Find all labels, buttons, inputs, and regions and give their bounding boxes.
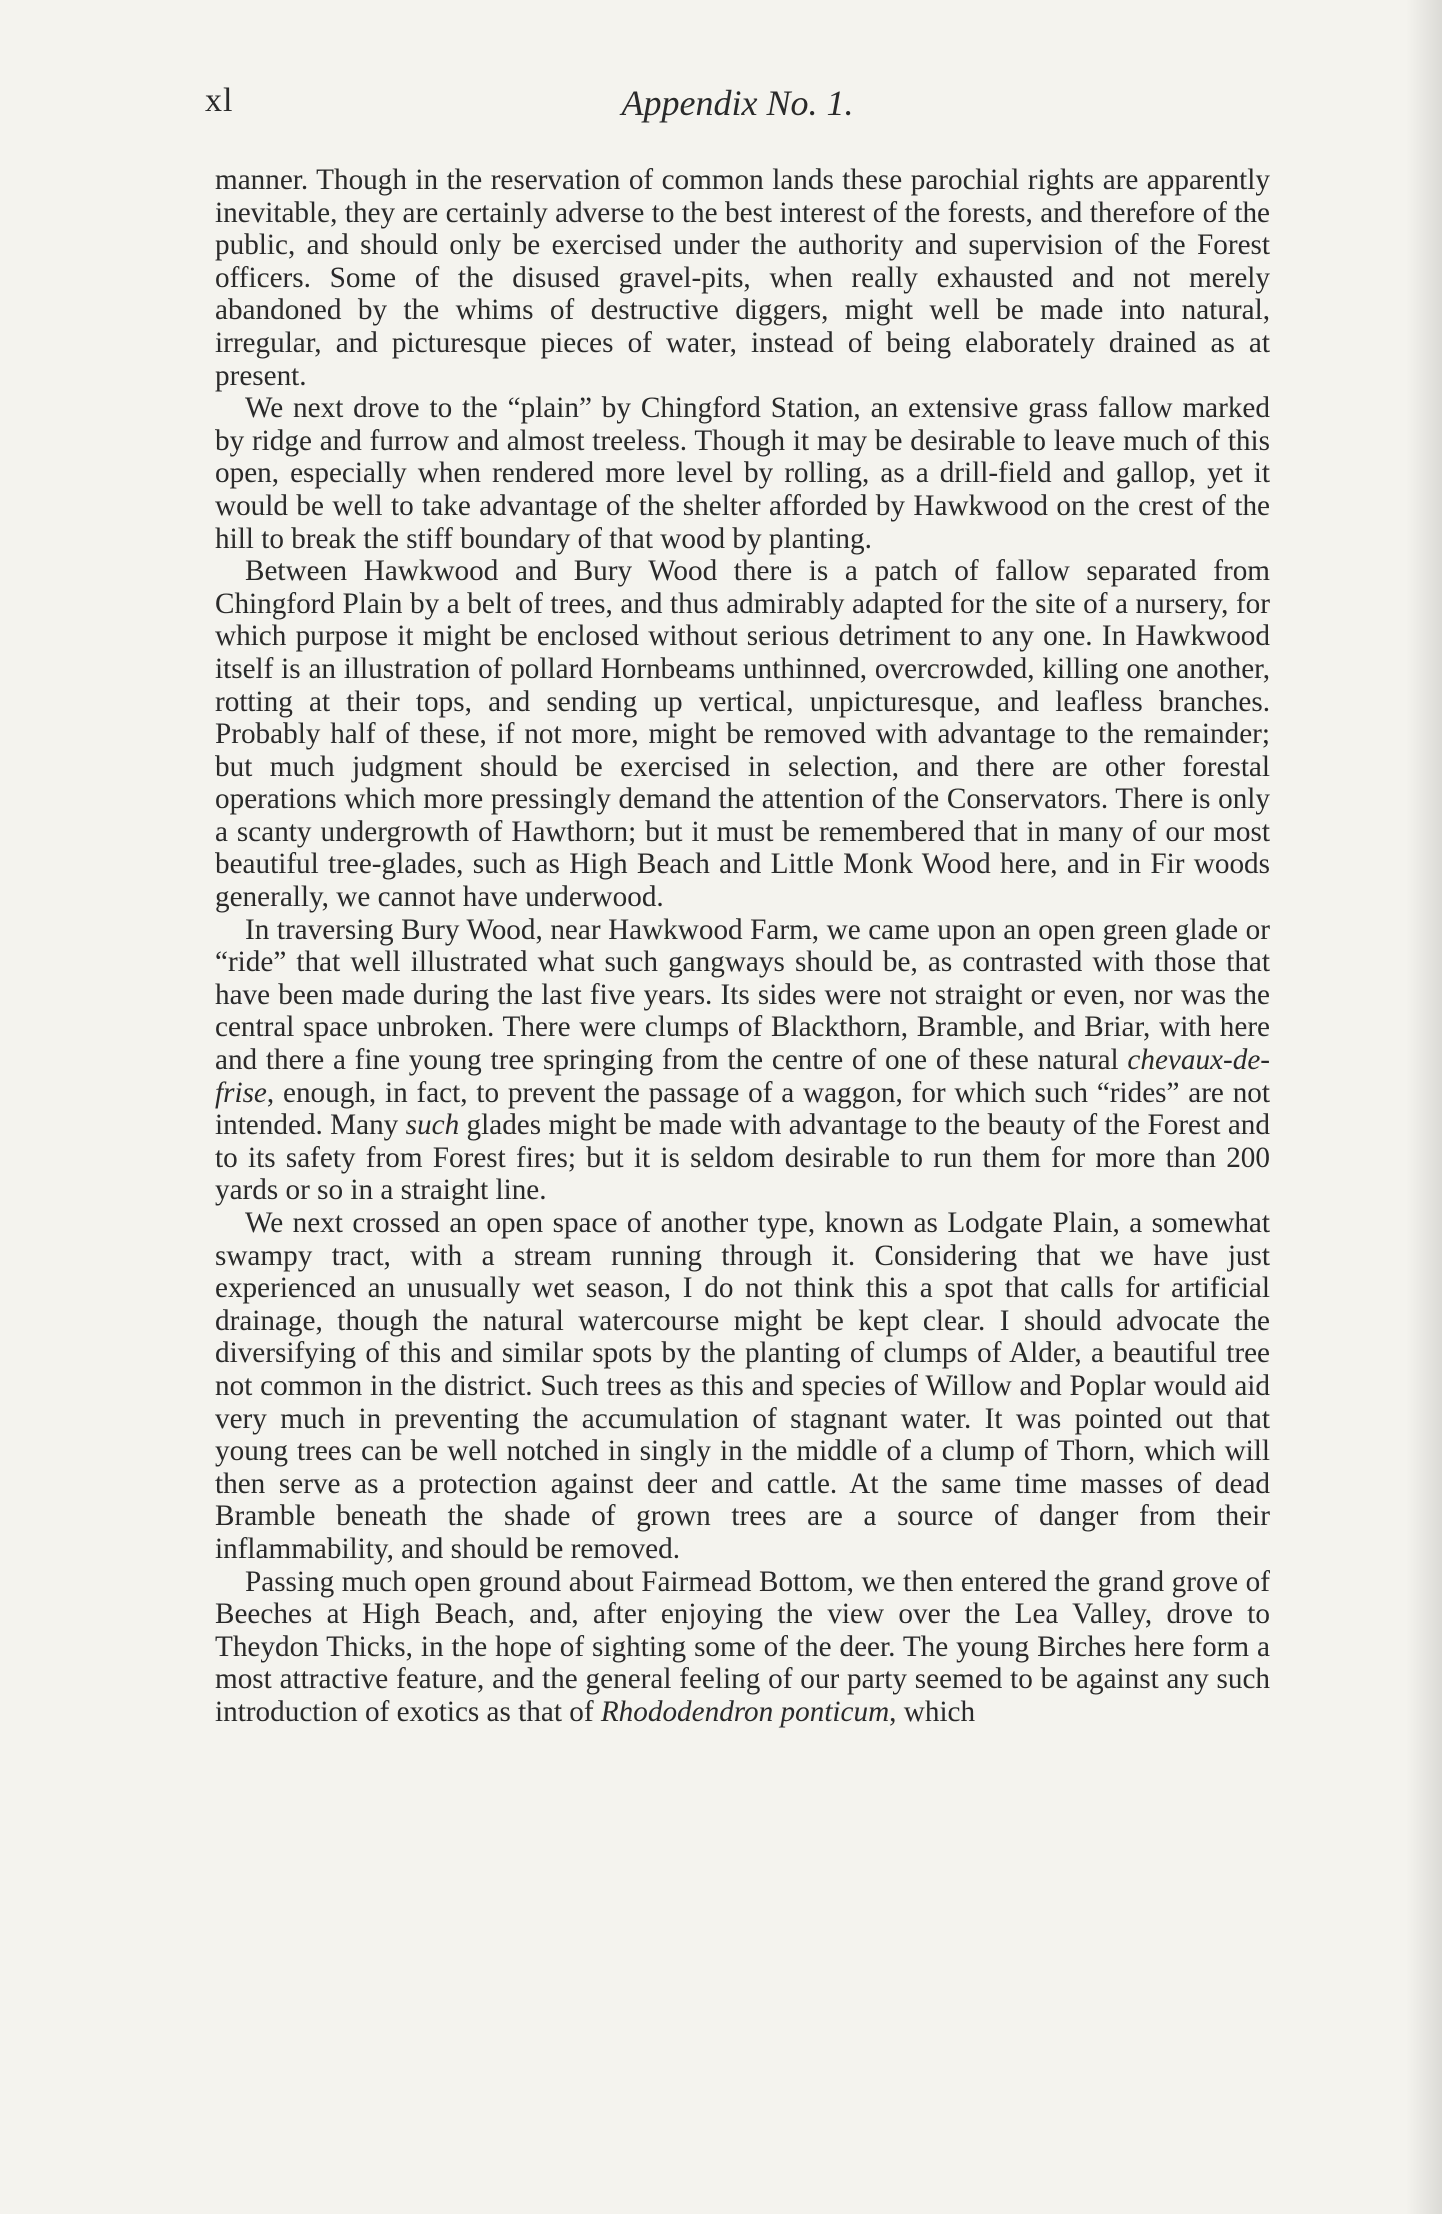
text-run: We next drove to the “plain” by Chingford Station, an extensive grass fallow marked by ridge and furrow and almost treeless. Though it may be desirable to leave much of this open, especially when rendered more level by rolling, as a drill-field and gallop, yet it would be well to take advantage of the shelter afforded by Hawkwood on the crest of the hill to break the stiff boundary of that wood by planting. — [215, 392, 1270, 555]
italic-term: chevaux-de-frise — [215, 1044, 1270, 1109]
italic-term: Rhododendron ponticum — [600, 1695, 890, 1728]
text-run: In traversing Bury Wood, near Hawkwood Farm, we came upon an open green glade or “ride” that well illustrated what such gangways should be, as contrasted with those that have been made during the last five years. Its sides were not straight or even, nor was the central space unbroken. There were clumps of Blackthorn, Bramble, and Briar, with here and there a fine young tree springing from the centre of one of these natural — [215, 913, 1270, 1077]
paragraph — [215, 1207, 1270, 1566]
running-title: Appendix No. 1. — [621, 83, 854, 123]
paragraph — [215, 914, 1270, 1207]
page-edge-shadow — [1406, 0, 1442, 2214]
text-run: We next crossed an open space of another type, known as Lodgate Plain, a somewhat swampy tract, with a stream running through it. Considering that we have just experienced an unusually wet season, I do not think this a spot that calls for artificial drainage, though the natural watercourse might be kept clear. I should advocate the diversifying of this and similar spots by the planting of clumps of Alder, a beautiful tree not common in the district. Such trees as this and species of Willow and Poplar would aid very much in preventing the accumulation of stagnant water. It was pointed out that young trees can be well notched in singly in the middle of a clump of Thorn, which will then serve as a protection against deer and cattle. At the same time masses of dead Bramble beneath the shade of grown trees are a source of danger from their inflammability, and should be removed. — [215, 1207, 1270, 1565]
paragraph — [215, 555, 1270, 914]
text-run: , which — [889, 1695, 976, 1728]
text-run: Between Hawkwood and Bury Wood there is a patch of fallow separated from Chingford Plain by a belt of trees, and thus admirably adapted for the site of a nursery, for which purpose it might be enclosed without serious detriment to any one. In Hawkwood itself is an illustration of pollard Hornbeams unthinned, overcrowded, killing one another, rotting at their tops, and sending up vertical, unpicturesque, and leafless branches. Probably half of these, if not more, might be removed with advantage to the remainder; but much judgment should be exercised in selection, and there are other forestal operations which more pressingly demand the attention of the Conservators. There is only a scanty undergrowth of Hawthorn; but it must be remembered that in many of our most beautiful tree-glades, such as High Beach and Little Monk Wood here, and in Fir woods generally, we cannot have underwood. — [215, 555, 1270, 914]
paragraph — [215, 392, 1270, 555]
text-run: , enough, in fact, to prevent the passage of a waggon, for which such “rides” are not intended. Many — [215, 1076, 1270, 1142]
paragraph — [215, 164, 1270, 392]
paragraph — [215, 1566, 1270, 1729]
page-number: xl — [205, 82, 234, 119]
italic-term: such — [405, 1109, 460, 1142]
text-run: manner. Though in the reservation of common lands these parochial rights are apparently inevitable, they are certainly adverse to the best interest of the forests, and therefore of the public, and should only be exercised under the authority and supervision of the Forest officers. Some of the disused gravel-pits, when really exhausted and not merely abandoned by the whims of destructive diggers, might well be made into natural, irregular, and picturesque pieces of water, instead of being elaborately drained as at present. — [215, 164, 1270, 392]
text-run: Passing much open ground about Fairmead Bottom, we then entered the grand grove of Beeches at High Beach, and, after enjoying the view over the Lea Valley, drove to Theydon Thicks, in the hope of sighting some of the deer. The young Birches here form a most attractive feature, and the general feeling of our party seemed to be against any such introduction of exotics as that of — [215, 1565, 1270, 1728]
page-header — [205, 82, 1270, 132]
text-run: glades might be made with advantage to the beauty of the Forest and to its safety from Forest fires; but it is seldom desirable to run them for more than 200 yards or so in a straight line. — [215, 1109, 1270, 1207]
body-text — [215, 164, 1270, 1729]
